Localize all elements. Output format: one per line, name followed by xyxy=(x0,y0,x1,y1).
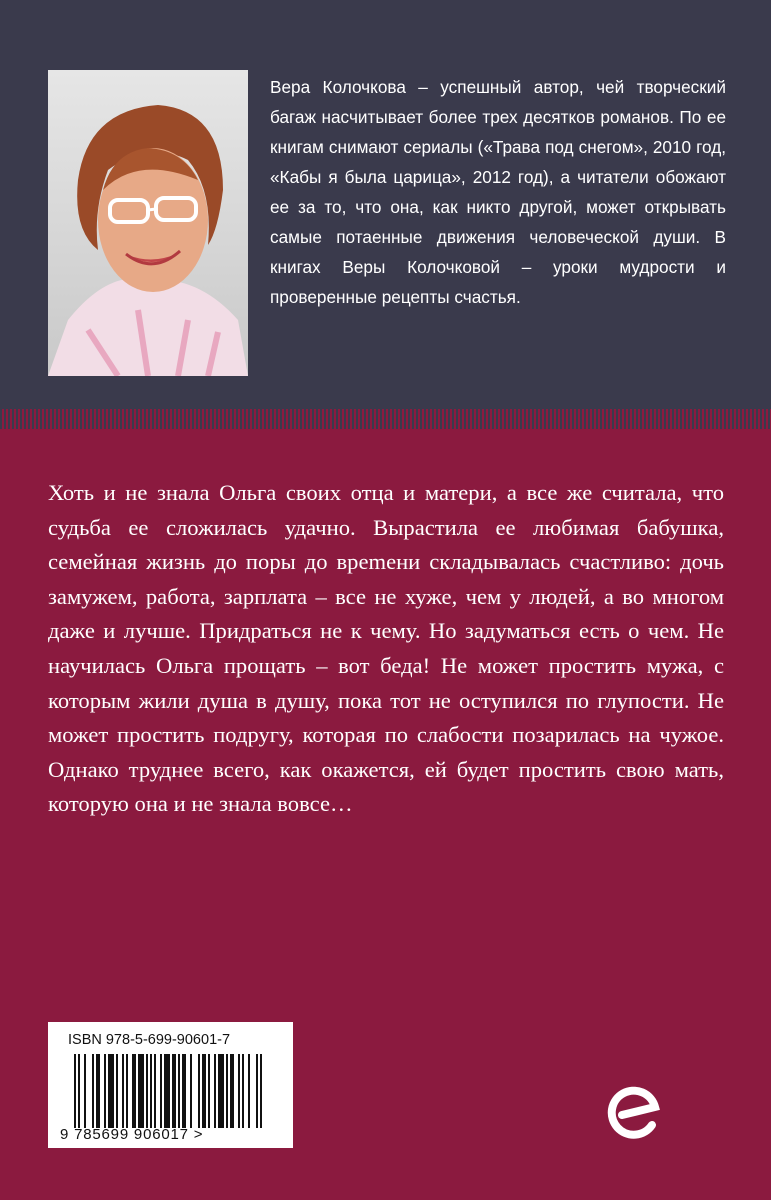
barcode-block xyxy=(48,1022,293,1148)
barcode-bars xyxy=(74,1054,264,1128)
author-bio: Вера Колочкова – успешный автор, чей творческий багаж насчитывает более трех десятков романов. По ее книгам снимают сериалы («Трава под снегом», 2010 год, «Кабы я была царица», 2012 год), а читатели обожают ее за то, что она, как никто другой, может открывать самые потаенные движения человеческой души. В книгах Веры Колочковой – уроки мудрости и проверенные рецепты счастья. xyxy=(270,77,726,307)
ean-digits: 9 785699 906017 > xyxy=(60,1126,204,1143)
stripe-divider xyxy=(0,409,771,429)
publisher-logo-icon xyxy=(603,1085,663,1145)
isbn-label: ISBN 978-5-699-90601-7 xyxy=(68,1032,231,1048)
author-photo xyxy=(48,70,248,376)
book-annotation: Хоть и не знала Ольга своих отца и матери, а все же считала, что судьба ее сложилась удачно. Вырастила ее любимая бабушка, семейная жизнь до поры до вреmени складывалась счастливо: дочь замужем, работа, зарплата – все не хуже, чем у людей, а во многом даже и лучше. Придраться не к чему. Но задуматься есть о чем. Не научилась Ольга прощать – вот беда! Не может простить мужа, с которым жили душа в душу, пока тот не оступился по глупости. Не может простить подругу, которая по слабости позарилась на чужое. Однако труднее всего, как окажется, ей будет простить свою мать, которую она и не знала вовсе… xyxy=(48,480,724,817)
